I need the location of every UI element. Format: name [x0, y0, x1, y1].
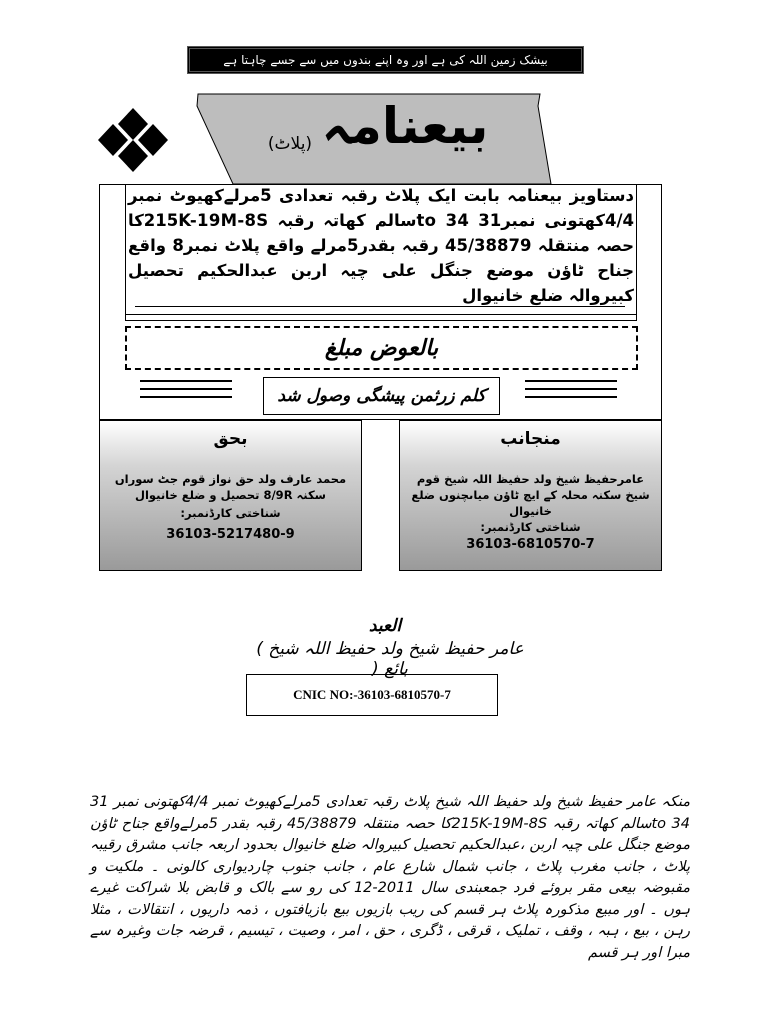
- triple-line-left: [140, 380, 232, 404]
- cnic-box: [246, 674, 498, 716]
- buyer-heading: بحق: [213, 429, 248, 449]
- buyer-box: [99, 420, 362, 571]
- triple-line-right: [525, 380, 617, 404]
- seller-details: عامرحفیظ شیخ ولد حفیظ اللہ شیخ قوم شیخ سکنہ محلہ کے ایچ ٹاؤن میاںچنوں ضلع خانیوال: [411, 472, 650, 518]
- amount-label: بالعوض مبلغ: [324, 335, 439, 361]
- buyer-cnic: 36103-5217480-9: [166, 527, 295, 542]
- cnic-text: CNIC NO:-36103-6810570-7: [293, 687, 451, 702]
- property-description: دستاویز بیعنامہ بابت ایک پلاٹ رقبہ تعدادی 5مرلےکھیوٹ نمبر 4/4کھتونی نمبر31 to 34سالم کھاتہ رقبہ 215K-19M-8Sکا حصہ منتقلہ 45/38879 رقبہ بقدر5مرلے واقع پلاٹ نمبر8 واقع جناح ٹاؤن موضع جنگل علی چیہ اربن عبدالحکیم تحصیل کبیروالہ ضلع خانیوال: [128, 186, 635, 305]
- diamond-logo-icon: [94, 108, 172, 172]
- document-title: بیعنامہ: [321, 97, 489, 155]
- top-banner: [187, 46, 584, 74]
- receipt-box: [263, 377, 500, 415]
- seller-heading: منجانب: [500, 429, 561, 449]
- banner-text: بیشک زمین اللہ کی ہے اور وہ اپنے بندوں میں سے جسے چاہتا ہے: [223, 53, 548, 67]
- amount-box: [125, 326, 638, 370]
- divider-line: [135, 306, 625, 307]
- divider-line: [125, 314, 637, 315]
- affidavit-paragraph: منکہ عامر حفیظ شیخ ولد حفیظ اللہ شیخ پلاٹ رقبہ تعدادی 5مرلےکھیوٹ نمبر 4/4کھتونی نمبر 31 to 34سالم کھاتہ رقبہ 215K-19M-8Sکا حصہ منتقلہ 45/38879 رقبہ بقدر 5مرلےواقع جناح ٹاؤن موضع جنگل علی چیہ اربن ،عبدالحکیم تحصیل کبیروالہ ضلع خانیوال بحدود اربعہ جانب مشرق رقیبہ پلاٹ ، جانب مغرب پلاٹ ، جانب شمال شارع عام ، جانب جنوب چاردیواری کالونی ۔ ملکیت و مقبوضہ بیعی مقر بروئے فرد جمعبندی سال 2011-12 کی رو سے بالک و قابض بلا شراکت غیرے ہوں ۔ اور مبیع مذکورہ پلاٹ ہر قسم کی ریب بازیوں بیع بازیافتوں ، ذمہ داریوں ، انتقالات ، مثلا رہن ، بیع ، ہبہ ، وقف ، تملیک ، قرقی ، ڈگری ، حق ، امر ، وصیت ، تیسیم ، قرضہ جات وغیرہ سے مبرا اور ہر قسم: [90, 794, 690, 961]
- seller-id-label: شناختی کارڈنمبر:: [480, 520, 581, 534]
- signature-title: العبد: [368, 616, 402, 636]
- signature-line: عامر حفیظ شیخ ولد حفیظ اللہ شیخ ) بائع (: [256, 639, 524, 679]
- seller-cnic: 36103-6810570-7: [466, 537, 595, 552]
- document-subtitle: (پلاٹ): [267, 134, 313, 154]
- buyer-id-label: شناختی کارڈنمبر:: [180, 506, 281, 520]
- receipt-label: کلم زرثمن پیشگی وصول شد: [277, 386, 486, 406]
- seller-box: [399, 420, 662, 571]
- buyer-details: محمد عارف ولد حق نواز قوم جٹ سوراں سکنہ 8/9R تحصیل و ضلع خانیوال: [114, 472, 347, 502]
